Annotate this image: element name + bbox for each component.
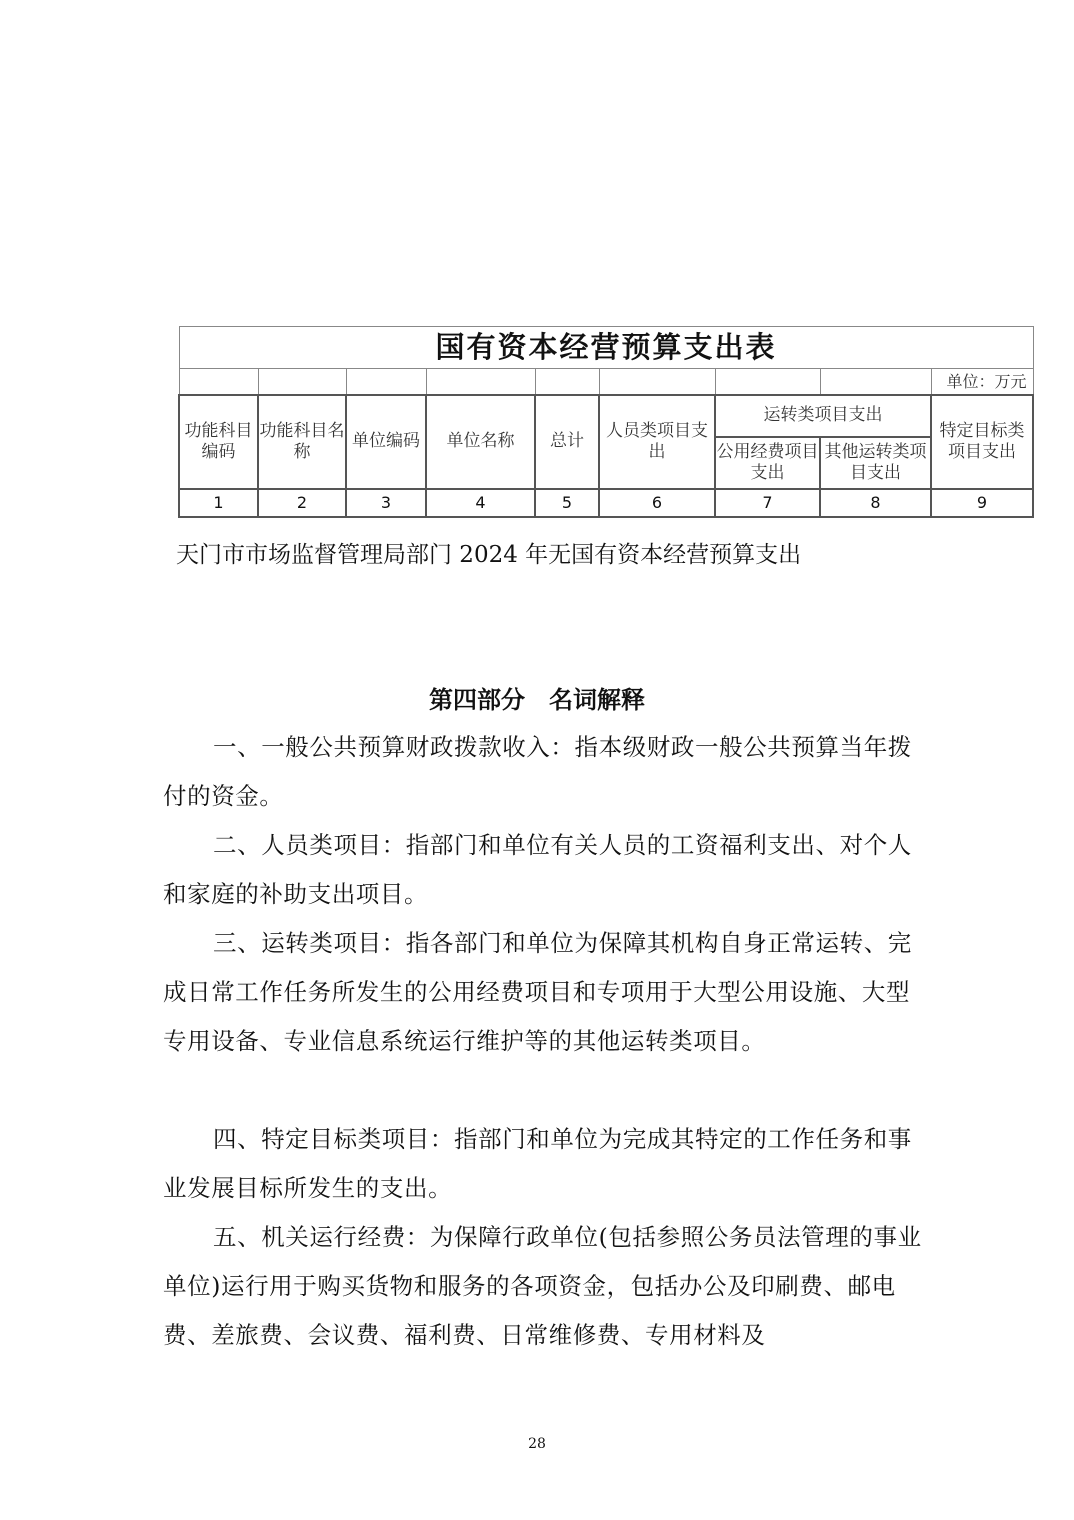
column-number: 1 xyxy=(179,489,258,517)
header-other-operation: 其他运转类项目支出 xyxy=(820,437,931,489)
page-number: 28 xyxy=(528,1436,546,1452)
column-number: 4 xyxy=(426,489,535,517)
header-specific: 特定目标类项目支出 xyxy=(931,395,1033,489)
budget-expenditure-table xyxy=(178,326,1034,518)
definition-paragraph: 二、人员类项目：指部门和单位有关人员的工资福利支出、对个人和家庭的补助支出项目。 xyxy=(163,831,912,908)
definition-paragraph: 五、机关运行经费：为保障行政单位(包括参照公务员法管理的事业单位)运行用于购买货物和服务的各项资金，包括办公及印刷费、邮电费、差旅费、会议费、福利费、日常维修费、专用材料及 xyxy=(163,1223,922,1349)
unit-label: 单位：万元 xyxy=(931,369,1033,396)
column-number: 9 xyxy=(931,489,1033,517)
column-number: 3 xyxy=(346,489,426,517)
header-public-expense: 公用经费项目支出 xyxy=(715,437,820,489)
header-func-code: 功能科目编码 xyxy=(179,395,258,489)
header-total: 总计 xyxy=(535,395,599,489)
table-title: 国有资本经营预算支出表 xyxy=(179,327,1033,369)
definition-paragraph: 三、运转类项目：指各部门和单位为保障其机构自身正常运转、完成日常工作任务所发生的公用经费项目和专项用于大型公用设施、大型专用设备、专业信息系统运行维护等的其他运转类项目。 xyxy=(163,929,912,1055)
column-number: 6 xyxy=(599,489,715,517)
header-unit-code: 单位编码 xyxy=(346,395,426,489)
column-number: 8 xyxy=(820,489,931,517)
column-number: 5 xyxy=(535,489,599,517)
header-func-name: 功能科目名称 xyxy=(258,395,346,489)
column-number: 7 xyxy=(715,489,820,517)
definition-paragraph: 一、一般公共预算财政拨款收入：指本级财政一般公共预算当年拨付的资金。 xyxy=(163,733,912,810)
no-expenditure-note: 天门市市场监督管理局部门 2024 年无国有资本经营预算支出 xyxy=(176,542,802,568)
header-unit-name: 单位名称 xyxy=(426,395,535,489)
definition-paragraph: 四、特定目标类项目：指部门和单位为完成其特定的工作任务和事业发展目标所发生的支出。 xyxy=(163,1125,912,1202)
section-title: 第四部分 名词解释 xyxy=(429,685,645,714)
header-personnel: 人员类项目支出 xyxy=(599,395,715,489)
header-operation: 运转类项目支出 xyxy=(715,395,931,437)
column-number: 2 xyxy=(258,489,346,517)
